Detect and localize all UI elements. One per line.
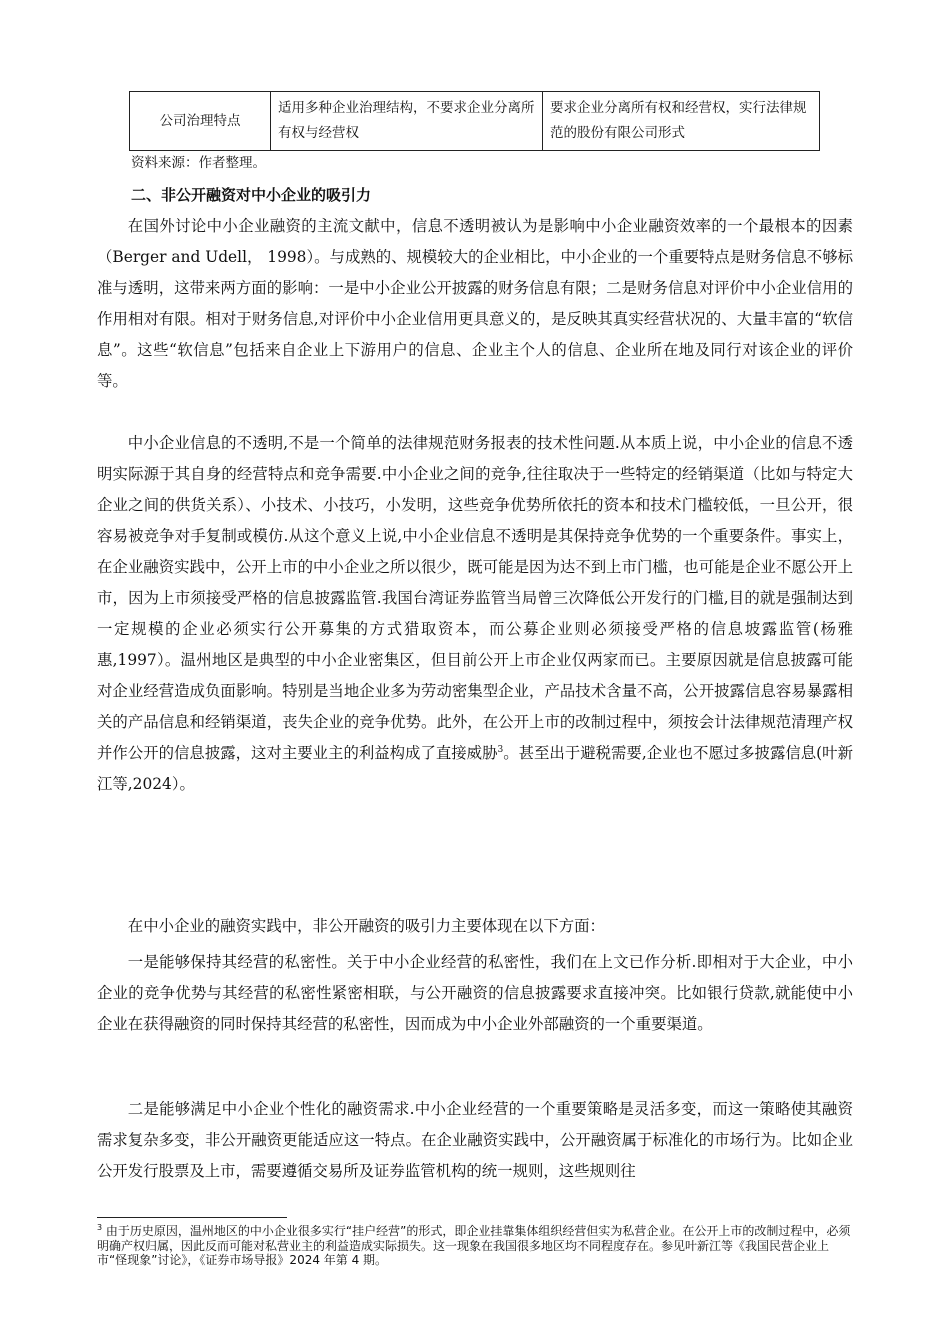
footnote-text: 由于历史原因，温州地区的中小企业很多实行“挂户经营”的形式，即企业挂靠集体组织经营但实为私营企业。在公开上市的改制过程中，必须明确产权归属，因此反而可能对私营业主的利益造成实际损失。这一现象在我国很多地区均不同程度存在。参见叶新江等《我国民营企业上市“怪现象”讨论》，《证券市场导报》2024 年第 4 期。 bbox=[97, 1224, 851, 1267]
table-row bbox=[130, 92, 820, 151]
paragraph-2-text: 中小企业信息的不透明,不是一个简单的法律规范财务报表的技术性问题.从本质上说，中小企业的信息不透明实际源于其自身的经营特点和竞争需要.中小企业之间的竞争,往往取决于一些特定的经销渠道（比如与特定大企业之间的供货关系）、小技术、小技巧，小发明，这些竞争优势所依托的资本和技术门槛较低，一旦公开，很容易被竞争对手复制或模仿.从这个意义上说,中小企业信息不透明是其保持竞争优势的一个重要条件。事实上，在企业融资实践中，公开上市的中小企业之所以很少，既可能是因为达不到上市门槛，也可能是企业不愿公开上市，因为上市须接受严格的信息披露监管.我国台湾证券监管当局曾三次降低公开发行的门槛,目的就是强制达到一定规模的企业必须实行公开募集的方式猎取资本，而公募企业则必须接受严格的信息坡露监管(杨雅惠,1997）。温州地区是典型的中小企业密集区，但目前公开上市企业仅两家而已。主要原因就是信息披露可能对企业经营造成负面影响。特别是当地企业多为劳动密集型企业，产品技术含量不高，公开披露信息容易暴露相关的产品信息和经销渠道，丧失企业的竞争优势。此外，在公开上市的改制过程中，须按会计法律规范清理产权并作公开的信息披露，这对主要业主的利益构成了直接威胁 bbox=[97, 434, 853, 762]
section-heading: 二、非公开融资对中小企业的吸引力 bbox=[131, 186, 372, 204]
paragraph-2 bbox=[97, 428, 853, 800]
footnote-divider bbox=[97, 1217, 287, 1218]
table-cell-nonpublic: 适用多种企业治理结构，不要求企业分离所有权与经营权 bbox=[271, 92, 543, 151]
paragraph-4: 一是能够保持其经营的私密性。关于中小企业经营的私密性，我们在上文已作分析.即相对于大企业，中小企业的竞争优势与其经营的私密性紧密相联，与公开融资的信息披露要求直接冲突。比如银行贷款,就能使中小企业在获得融资的同时保持其经营的私密性，因而成为中小企业外部融资的一个重要渠道。 bbox=[97, 953, 853, 1033]
table-source-note: 资料来源：作者整理。 bbox=[131, 155, 266, 171]
paragraph-3: 在中小企业的融资实践中，非公开融资的吸引力主要体现在以下方面： bbox=[127, 917, 605, 935]
footnote bbox=[97, 1221, 853, 1268]
footnote-reference[interactable]: 3 bbox=[497, 744, 504, 755]
footnote-number: 3 bbox=[97, 1223, 103, 1232]
comparison-table bbox=[129, 91, 820, 151]
paragraph-1: 在国外讨论中小企业融资的主流文献中，信息不透明被认为是影响中小企业融资效率的一个最根本的因素（Berger and Udell， 1998）。与成熟的、规模较大的企业相比，中小企业的一个重要特点是财务信息不够标准与透明，这带来两方面的影响：一是中小企业公开披露的财务信息有限；二是财务信息对评价中小企业信用的作用相对有限。相对于财务信息,对评价中小企业信用更具意义的，是反映其真实经营状况的、大量丰富的“软信息”。这些“软信息”包括来自企业上下游用户的信息、企业主个人的信息、企业所在地及同行对该企业的评价等。 bbox=[97, 217, 853, 390]
paragraph-2-text-end: 。甚至出于避税需要,企业也不愿过多披露信息(叶新江等,2024）。 bbox=[97, 744, 853, 793]
table-row-label: 公司治理特点 bbox=[130, 92, 271, 151]
paragraph-5: 二是能够满足中小企业个性化的融资需求.中小企业经营的一个重要策略是灵活多变，而这一策略使其融资需求复杂多变，非公开融资更能适应这一特点。在企业融资实践中，公开融资属于标准化的市场行为。比如企业公开发行股票及上市，需要遵循交易所及证券监管机构的统一规则，这些规则往 bbox=[97, 1100, 853, 1180]
table-cell-public: 要求企业分离所有权和经营权，实行法律规范的股份有限公司形式 bbox=[543, 92, 820, 151]
